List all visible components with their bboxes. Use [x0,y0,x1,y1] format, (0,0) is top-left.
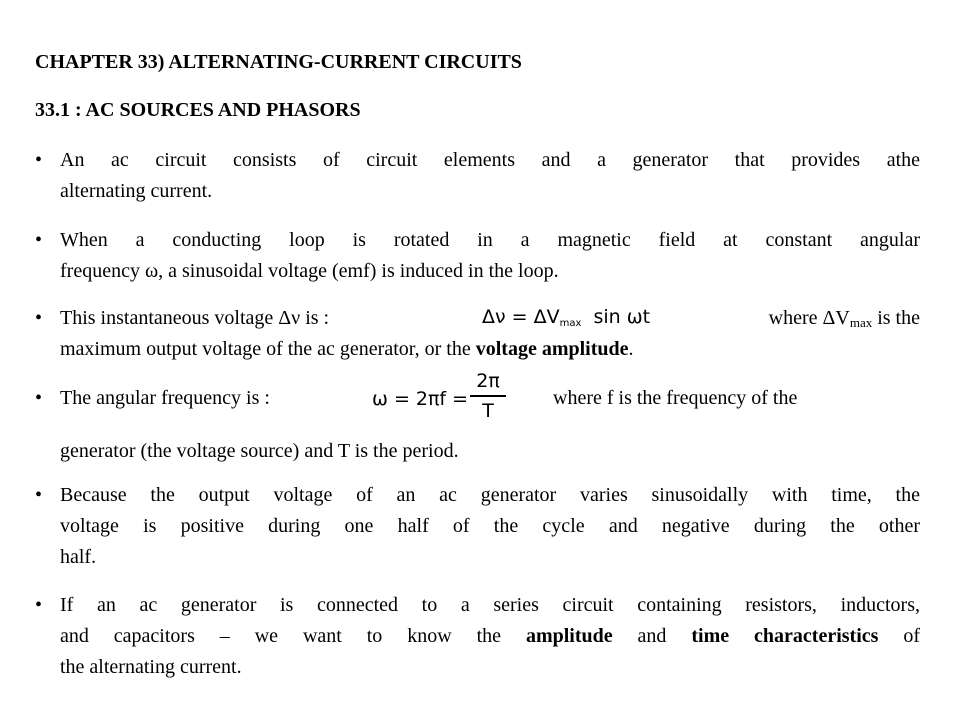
angular-frequency-equation: ω = 2πf = 2π T [372,388,468,410]
bullet-2-text [60,225,920,287]
bullet-2-line-2: frequency ω, a sinusoidal voltage (emf) is induced in the loop. [60,260,559,282]
bullet-3-line-2: maximum output voltage of the ac generator, or the voltage amplitude. [60,338,634,360]
voltage-amplitude-term: voltage amplitude [475,338,629,360]
bullet-marker: • [35,229,43,251]
bullet-marker: • [35,387,43,409]
bullet-4-lead: The angular frequency is : [60,387,270,409]
time-characteristics-term: time characteristics [691,625,879,647]
bullet-marker: • [35,484,43,506]
bullet-marker: • [35,307,43,329]
bullet-1-line-1: An ac circuit consists of circuit elements and a generator that provides athe [60,149,920,171]
chapter-title: CHAPTER 33) ALTERNATING-CURRENT CIRCUITS [35,51,522,73]
voltage-equation: Δν = ΔVmax sin ωt [482,306,651,329]
bullet-5-text [60,480,920,573]
bullet-3-tail: where $\Delta V_{max}$ is the [768,307,920,330]
bullet-6-line-3: the alternating current. [60,656,242,678]
fraction-2pi-over-T: 2π T [468,368,508,424]
bullet-1-text [60,145,920,207]
section-title: 33.1 : AC SOURCES AND PHASORS [35,99,361,121]
bullet-5-line-1: Because the output voltage of an ac generator varies sinusoidally with time, the [60,484,920,506]
bullet-4-line-2: generator (the voltage source) and T is the period. [60,440,459,462]
bullet-5-line-2: voltage is positive during one half of the cycle and negative during the other [60,515,920,537]
amplitude-term: amplitude [525,625,613,647]
bullet-marker: • [35,149,43,171]
bullet-2-line-1: When a conducting loop is rotated in a magnetic field at constant angular [60,229,920,251]
bullet-6-text [60,590,920,683]
bullet-6-line-2: and capacitors – we want to know the amplitude and time characteristics of [60,625,921,647]
bullet-4-tail: where f is the frequency of the [553,387,798,409]
bullet-1-line-2: alternating current. [60,180,213,202]
bullet-5-line-3: half. [60,546,97,568]
bullet-6-line-1: If an ac generator is connected to a series circuit containing resistors, inductors, [60,594,920,616]
fraction-bar [470,395,506,397]
bullet-3-lead: This instantaneous voltage Δν is : [60,307,330,329]
bullet-marker: • [35,594,43,616]
